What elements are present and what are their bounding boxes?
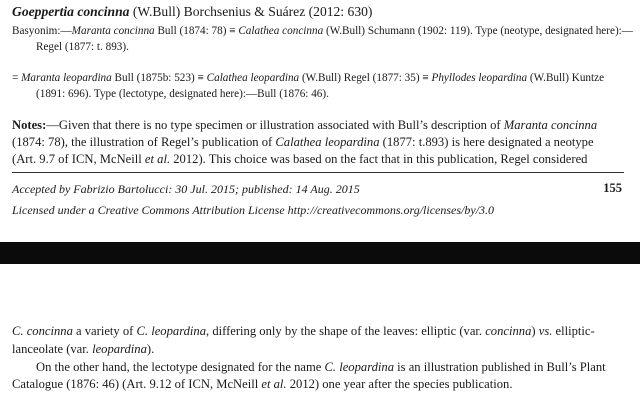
footer-rule [12,172,624,173]
synonym-line [12,72,604,84]
text-1f: ) [531,324,539,338]
text-4a: Catalogue (1876: 46) (Art. 9.12 of ICN, McNeill [12,377,262,391]
text-1g: vs. [538,324,553,338]
continuation-line-1 [12,324,595,339]
basionym-prefix: Basyonim:— [12,25,72,37]
text-1a: C. concinna [12,324,73,338]
license-line: Licensed under a Creative Commons Attribution License http://creativecommons.org/licenses/by/3.0 [12,203,495,217]
basionym-line [12,25,633,37]
notes-text-1a: —Given that there is no type specimen or illustration associated with Bull’s description of [46,118,504,132]
synonym-citation-2: (W.Bull) Regel (1877: 35) ≡ [299,72,432,84]
text-2a: lanceolate (var. [12,342,93,356]
notes-line-2 [12,135,594,150]
text-1e: concinna [485,324,532,338]
text-2c: ). [146,342,155,356]
text-1c: C. leopardina [136,324,207,338]
notes-line-3 [12,152,587,167]
basionym-continuation: Regel (1877: t. 893). [36,41,129,53]
notes-text-2b: Calathea leopardina [275,135,380,149]
text-4c: 2012) one year after the species publication. [286,377,513,391]
synonym-citation-3: (W.Bull) Kuntze [527,72,605,84]
text-1d: , differing only by the shape of the leaves: elliptic (var. [206,324,486,338]
notes-text-3b: et al. [144,152,171,166]
synonym-name-1: Maranta leopardina [21,72,112,84]
notes-label: Notes: [12,118,47,132]
text-1h: elliptic- [552,324,595,338]
notes-text-1b: Maranta concinna [503,118,598,132]
notes-text-3a: (Art. 9.7 of ICN, McNeill [12,152,145,166]
continuation-line-4 [12,377,512,392]
text-4b: et al. [261,377,287,391]
notes-line-1 [12,118,597,133]
lower-page [0,264,640,411]
species-heading [12,4,372,20]
synonym-name-3: Phyllodes leopardina [431,72,528,84]
notes-text-2a: (1874: 78), the illustration of Regel’s publication of [12,135,276,149]
continuation-line-2 [12,342,154,357]
accepted-line: Accepted by Fabrizio Bartolucci: 30 Jul. 2015; published: 14 Aug. 2015 [12,182,360,196]
page-number: 155 [603,181,622,195]
notes-text-3c: 2012). This choice was based on the fact that in this publication, Regel considered [170,152,588,166]
page-separator-band [0,242,640,264]
continuation-line-3 [36,360,606,375]
synonym-continuation: (1891: 696). Type (lectotype, designated here):—Bull (1876: 46). [36,88,329,100]
synonym-citation-1: Bull (1875b: 523) ≡ [111,72,207,84]
accepted-name: Goeppertia concinna [12,4,130,19]
authority: (W.Bull) Borchsenius & Suárez (2012: 630) [129,4,373,19]
basionym-type: (W.Bull) Schumann (1902: 119). Type (neotype, designated here):— [323,25,633,37]
synonym-eq: = [12,72,22,84]
synonym-name-2: Calathea leopardina [206,72,300,84]
notes-text-2c: (1877: t.893) is here designated a neotype [379,135,594,149]
text-3c: is an illustration published in Bull’s Plant [394,360,606,374]
basionym-homotypic-name: Calathea concinna [238,25,324,37]
text-2b: leopardina [92,342,147,356]
basionym-citation: Bull (1874: 78) ≡ [154,25,239,37]
text-3b: C. leopardina [324,360,395,374]
text-3a: On the other hand, the lectotype designated for the name [36,360,325,374]
basionym-name: Maranta concinna [71,25,155,37]
text-1b: a variety of [72,324,137,338]
